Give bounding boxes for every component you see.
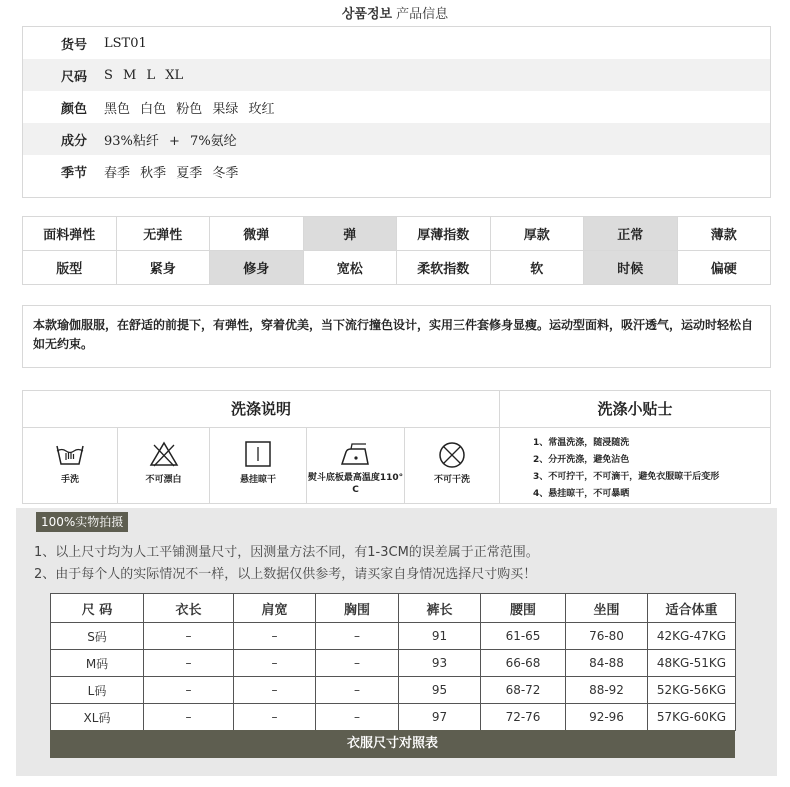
info-row-season: 季节 春季 秋季 夏季 冬季 (61, 165, 239, 181)
size-section (16, 508, 777, 776)
attr-cell: 面料弹性 (23, 217, 117, 251)
no-bleach-icon (148, 440, 180, 468)
product-info-panel (22, 26, 771, 198)
wash-heading: 洗涤说明 (23, 391, 500, 428)
tip-item: 3、不可拧干，不可滴干，避免衣服晾干后变形 (533, 472, 720, 482)
info-row-material: 成分 93%粘纤 + 7%氨纶 (23, 123, 770, 155)
tip-item: 4、悬挂晾干，不可暴晒 (533, 489, 630, 499)
wash-cell-iron: 熨斗底板最高温度110° C (307, 428, 405, 503)
size-note-2: 2、由于每个人的实际情况不一样，以上数据仅供参考，请买家自身情况选择尺寸购买！ (34, 567, 537, 582)
table-row: S码 – – – 91 61-65 76-80 42KG-47KG (51, 623, 736, 650)
attribute-table (22, 216, 771, 285)
wash-tips-heading: 洗涤小贴士 (500, 391, 770, 428)
tip-item: 2、分开洗涤，避免沾色 (533, 455, 630, 465)
wash-cell-no-dry-clean: 不可干洗 (405, 428, 500, 503)
table-row: L码 – – – 95 68-72 88-92 52KG-56KG (51, 677, 736, 704)
wash-tips-list (533, 435, 719, 503)
attr-cell-selected: 时候 (584, 251, 678, 285)
hand-wash-icon (54, 440, 86, 468)
info-row-size: 尺码 S M L XL (23, 59, 770, 91)
iron-icon (338, 440, 374, 468)
hang-dry-icon (242, 440, 274, 468)
wash-cell-no-bleach: 不可漂白 (118, 428, 210, 503)
wash-instructions-panel (22, 390, 771, 504)
attr-cell: 版型 (23, 251, 117, 285)
size-chart (50, 593, 735, 758)
attribute-row-elasticity (23, 217, 771, 251)
size-table-header: 尺 码 衣长 肩宽 胸围 裤长 腰围 坐围 适合体重 (51, 594, 736, 623)
wash-cell-hand-wash: 手洗 (23, 428, 118, 503)
attr-cell: 偏硬 (677, 251, 771, 285)
attr-cell: 厚款 (490, 217, 584, 251)
tip-item: 1、常温洗涤，随浸随洗 (533, 438, 630, 448)
attr-cell: 软 (490, 251, 584, 285)
attr-cell: 薄款 (677, 217, 771, 251)
table-row: M码 – – – 93 66-68 84-88 48KG-51KG (51, 650, 736, 677)
attr-cell: 紧身 (116, 251, 210, 285)
size-table (50, 593, 736, 731)
attr-cell-selected: 修身 (210, 251, 304, 285)
attr-cell: 宽松 (303, 251, 397, 285)
no-dry-clean-icon (436, 440, 468, 470)
photo-badge: 100%实物拍摄 (36, 512, 128, 532)
attr-cell: 柔软指数 (397, 251, 491, 285)
attr-cell: 无弹性 (116, 217, 210, 251)
attr-cell: 厚薄指数 (397, 217, 491, 251)
size-table-caption: 衣服尺寸对照表 (50, 730, 735, 758)
title-korean: 상품정보 (341, 7, 393, 22)
page-title (0, 3, 790, 22)
attribute-row-fit (23, 251, 771, 285)
attr-cell-selected: 弹 (303, 217, 397, 251)
product-description: 本款瑜伽服服，在舒适的前提下，有弹性，穿着优美，当下流行撞色设计，实用三件套修身显瘦。运动型面料，吸汗透气，运动时轻松自如无约束。 (22, 305, 771, 368)
title-chinese: 产品信息 (396, 7, 449, 22)
info-row-color: 颜色 黑色 白色 粉色 果绿 玫红 (61, 101, 275, 117)
info-row-item-no: 货号 LST01 (61, 35, 147, 53)
attr-cell: 微弹 (210, 217, 304, 251)
attr-cell-selected: 正常 (584, 217, 678, 251)
wash-cell-hang-dry: 悬挂晾干 (210, 428, 307, 503)
size-note-1: 1、以上尺寸均为人工平铺测量尺寸，因测量方法不同，有1-3CM的误差属于正常范围。 (34, 545, 539, 560)
table-row: XL码 – – – 97 72-76 92-96 57KG-60KG (51, 704, 736, 731)
